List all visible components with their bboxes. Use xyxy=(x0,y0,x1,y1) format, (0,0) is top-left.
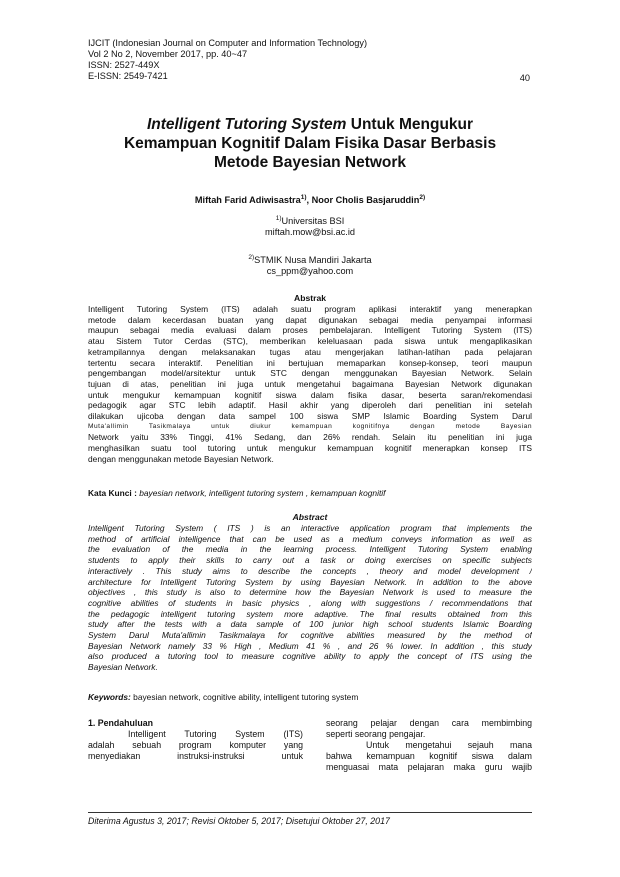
kata-kunci xyxy=(88,488,532,498)
abstrak-line: untuk mengukur kemampuan kognitif siswa dalam fisika dasar, beserta saran/rekomendasi xyxy=(88,389,532,400)
abstrak-line: ketrampilannya dengan melaksanakan tugas atau mengerjakan latihan-latihan pada pelajaran xyxy=(88,346,532,357)
body-line: seorang pelajar dengan cara membimbing xyxy=(326,718,532,728)
title-line2: Kemampuan Kognitif Dalam Fisika Dasar Berbasis xyxy=(123,135,497,152)
section-heading: 1. Pendahuluan xyxy=(88,718,154,728)
keywords-text: bayesian network, cognitive ability, intelligent tutoring system xyxy=(130,692,359,702)
abstract-line: System Darul Muta'allimin Tasikmalaya for cognitive abilities measured by the method of xyxy=(88,630,532,641)
abstract-line: Bayesian Network. xyxy=(88,662,158,673)
abstract-heading: Abstract xyxy=(292,512,328,522)
kata-kunci-text: bayesian network, intelligent tutoring system , kemampuan kognitif xyxy=(136,488,386,498)
title-line1-rest: Untuk Mengukur xyxy=(346,116,474,133)
abstract-line: method of artificial intelligence that can be used as a medium conveys information as well as xyxy=(88,533,532,544)
abstract-line: also produced a tutoring tool to measure cognitive ability to apply the concept of ITS using the xyxy=(88,651,532,662)
author-list xyxy=(80,195,540,205)
author-2: Noor Cholis Basjaruddin xyxy=(311,195,420,205)
body-line: Intelligent Tutoring System (ITS) xyxy=(128,728,303,739)
body-line: bahwa kemampuan kognitif siswa dalam xyxy=(326,750,532,761)
keywords xyxy=(88,692,532,702)
affiliation-1 xyxy=(80,216,540,238)
abstract-line: Bayesian Network namely 33 % High , Medium 41 % , and 26 % lower. In addition , this study xyxy=(88,640,532,651)
abstrak-line: metode dalam kecerdasan buatan yang dapat digunakan sebagai media penyampai informasi xyxy=(88,314,532,325)
journal-name: IJCIT (Indonesian Journal on Computer and Information Technology) xyxy=(88,38,368,48)
journal-issn: ISSN: 2527-449X xyxy=(88,60,160,70)
abstrak-line: Muta'allimin Tasikmalaya untuk diukur kemampuan kognitifnya dengan metode Bayesian xyxy=(88,422,532,430)
abstract-line: interactively . This study aims to describe the concepts , theory and model development / xyxy=(88,565,532,576)
page-number: 40 xyxy=(519,73,530,83)
affiliation-2-email[interactable]: cs_ppm@yahoo.com xyxy=(266,266,354,276)
abstract-body xyxy=(88,523,532,673)
author-2-sup: 2) xyxy=(419,193,426,201)
body-line: Untuk mengetahui sejauh mana xyxy=(366,739,532,750)
title-line3: Metode Bayesian Network xyxy=(213,154,407,171)
affiliation-2 xyxy=(80,255,540,277)
abstrak-line: tujuan di atas, penelitian ini juga untuk mengetahui bagaimana Bayesian Network digunakan xyxy=(88,378,532,389)
abstrak-line: atau Sistem Tutor Cerdas (STC), memberikan keleluasaan pada siswa untuk mengaplikasikan xyxy=(88,336,532,347)
body-line: seperti seorang pengajar. xyxy=(326,728,426,739)
affiliation-2-sup: 2) xyxy=(248,253,255,261)
body-column-left xyxy=(88,718,303,762)
abstrak-line: menghasilkan suatu tool tutoring untuk mengukur kemampuan kognitif menerapkan konsep ITS xyxy=(88,443,532,454)
body-line: menguasai mata pelajaran maka guru wajib xyxy=(326,761,532,772)
abstrak-heading: Abstrak xyxy=(294,293,326,303)
affiliation-2-name: STMIK Nusa Mandiri Jakarta xyxy=(254,255,372,265)
abstrak-line: Network yaitu 33% Tinggi, 41% Sedang, dan 26% rendah. Selain itu penelitian ini juga xyxy=(88,432,532,443)
abstract-line: study after the tests with a data sample of 100 junior high school students Islamic Boarding xyxy=(88,619,532,630)
abstract-line: cognitive abilities of students in basic physics , along with suggestions / recommendations that xyxy=(88,597,532,608)
abstract-line: objectives , this study is also to determine how the Bayesian Network is used to measure the xyxy=(88,587,532,598)
abstrak-body xyxy=(88,304,532,465)
abstract-line: students to apply their skills to carry out a task or doing exercises on specific subjects xyxy=(88,555,532,566)
affiliation-1-sup: 1) xyxy=(275,214,282,222)
body-column-right xyxy=(326,718,532,773)
paper-title xyxy=(80,115,540,172)
author-1-sup: 1) xyxy=(300,193,307,201)
author-separator: , xyxy=(306,195,312,205)
abstrak-line: Intelligent Tutoring System (ITS) adalah suatu program aplikasi interaktif yang menerapkan xyxy=(88,304,532,314)
abstract-line: the pedagogic intelligent tutoring system more adaptive. The final results obtained from this xyxy=(88,608,532,619)
kata-kunci-label: Kata Kunci : xyxy=(88,488,137,498)
body-line: menyediakan instruksi-instruksi untuk xyxy=(88,750,303,761)
abstract-line: the evaluation of the media in the learning process. Intelligent Tutoring System enabling xyxy=(88,544,532,555)
journal-header xyxy=(88,38,528,82)
abstrak-line: maupun sebagai media evaluasi dalam proses pembelajaran. Intelligent Tutoring System (ITS) xyxy=(88,325,532,336)
body-line: adalah sebuah program komputer yang xyxy=(88,739,303,750)
abstrak-line: pedagogik agar STC lebih adaptif. Hasil akhir yang diperoleh dari penelitian ini setelah xyxy=(88,400,532,411)
author-1: Miftah Farid Adiwisastra xyxy=(194,195,301,205)
abstract-line: Intelligent Tutoring System ( ITS ) is an interactive application program that implements the xyxy=(88,523,532,533)
journal-eissn: E-ISSN: 2549-7421 xyxy=(88,71,168,81)
footer-dates: Diterima Agustus 3, 2017; Revisi Oktober 5, 2017; Disetujui Oktober 27, 2017 xyxy=(88,816,390,826)
title-italic-part: Intelligent Tutoring System xyxy=(146,116,347,133)
journal-volume: Vol 2 No 2, November 2017, pp. 40~47 xyxy=(88,49,248,59)
keywords-label: Keywords: xyxy=(88,692,131,702)
abstrak-line: dengan menggunakan metode Bayesian Network. xyxy=(88,453,274,464)
abstract-line: architecture for Intelligent Tutoring System by using Bayesian Network. In addition to the above xyxy=(88,576,532,587)
affiliation-1-name: Universitas BSI xyxy=(281,216,345,226)
abstrak-line: pengembangan model/arsitektur untuk STC dengan menggunakan Bayesian Network. Selain xyxy=(88,368,532,379)
abstrak-line: tertentu secara interaktif. Penelitian ini bertujuan memaparkan konsep-konsep, teori maupun xyxy=(88,357,532,368)
abstrak-line: dilakukan ujicoba dengan data sampel 100 siswa SMP Islamic Boarding System Darul xyxy=(88,411,532,422)
footer-divider xyxy=(88,812,532,813)
affiliation-1-email[interactable]: miftah.mow@bsi.ac.id xyxy=(265,227,355,237)
